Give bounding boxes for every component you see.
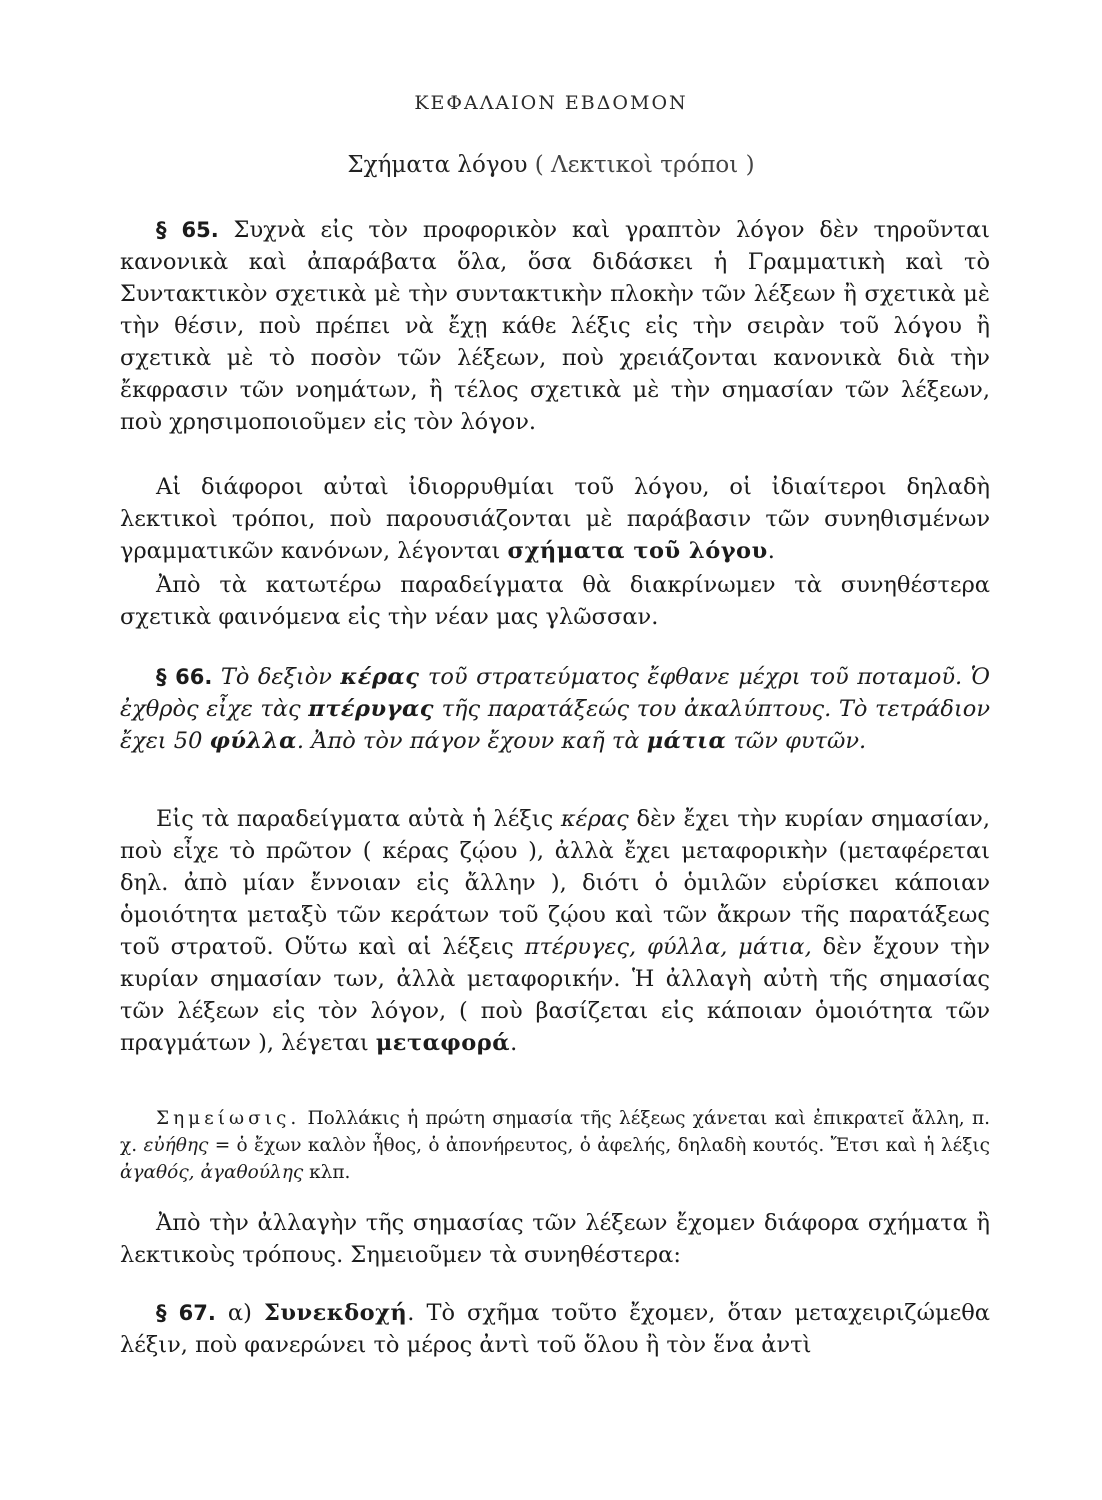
note-label: Σημείωσις.: [156, 1108, 301, 1129]
metafora-text-1: Εἰς τὰ παραδείγματα αὐτὰ ἡ λέξις: [156, 806, 554, 832]
term-synekdochi: Συνεκδοχή: [263, 1300, 408, 1326]
paragraph-examples-intro: [120, 569, 990, 633]
metafora-end: .: [510, 1030, 518, 1056]
title-subtitle: ( Λεκτικοὶ τρόποι ): [534, 152, 755, 178]
example-text-4: . Ἀπὸ τὸν πάγον ἔχουν καῆ τὰ: [296, 728, 640, 754]
note-term-euethis: εὐήθης: [143, 1135, 209, 1156]
metafora-text-2: δὲν ἔχει τὴν κυρίαν σημασίαν, ποὺ εἶχε τὸ πρῶτον ( κέρας ζῴου ), ἀλλὰ ἔχει μεταφορικὴν (μεταφέρεται δηλ. ἀπὸ μίαν ἔννοιαν εἰς ἄλλην ), διότι ὁ ὁμιλῶν εὑρίσκει κάποιαν ὁμοιότητα μεταξὺ τῶν κεράτων τοῦ ζῴου καὶ τῶν ἄκρων τῆς παρατάξεως τοῦ στρατοῦ. Οὕτω καὶ αἱ λέξεις: [120, 806, 991, 960]
paragraph-66: [120, 661, 990, 757]
paragraph-65-text: Συχνὰ εἰς τὸν προφορικὸν καὶ γραπτὸν λόγον δὲν τηροῦνται κανονικὰ καὶ ἀπαράβατα ὅλα, ὅσα διδάσκει ἡ Γραμματικὴ καὶ τὸ Συντακτικὸν σχετικὰ μὲ τὴν συντακτικὴν πλοκὴν τῶν λέξεων ἢ σχετικὰ μὲ τὴν θέσιν, ποὺ πρέπει νὰ ἔχῃ κάθε λέξις εἰς τὴν σειρὰν τοῦ λόγου ἢ σχετικὰ μὲ τὸ ποσὸν τῶν λέξεων, ποὺ χρειάζονται κανονικὰ διὰ τὴν ἔκφρασιν τῶν νοημάτων, ἢ τέλος σχετικὰ μὲ τὴν σημασίαν τῶν λέξεων, ποὺ χρησιμοποιοῦμεν εἰς τὸν λόγον.: [120, 217, 990, 435]
example-text-1: Τὸ δεξιὸν: [220, 664, 332, 690]
paragraph-schemata-end: .: [767, 538, 775, 564]
note-text-3: κλπ.: [309, 1162, 351, 1183]
paragraph-schemata-text: Αἱ διάφοροι αὐταὶ ἰδιορρυθμίαι τοῦ λόγου, οἱ ἰδιαίτεροι δηλαδὴ λεκτικοὶ τρόποι, ποὺ παρουσιάζονται μὲ παράβασιν τῶν συνηθισμένων γραμματικῶν κανόνων, λέγονται: [120, 474, 990, 564]
paragraph-67: [120, 1297, 990, 1361]
example-term-keras: κέρας: [340, 664, 420, 690]
note-term-agathos: ἀγαθός, ἀγαθούλης: [120, 1162, 304, 1183]
example-text-3: τῆς παρατάξεώς του ἀκαλύπτους. Τὸ τετράδιον ἔχει 50: [120, 696, 990, 754]
metafora-terms-list: πτέρυγες, φύλλα, μάτια,: [524, 934, 812, 960]
example-text-5: τῶν φυτῶν.: [733, 728, 867, 754]
paragraph-schemata: [120, 471, 990, 567]
section-number-65: § 65.: [156, 218, 219, 242]
paragraph-67-text: . Τὸ σχῆμα τοῦτο ἔχομεν, ὅταν μεταχειριζώμεθα λέξιν, ποὺ φανερώνει τὸ μέρος ἀντὶ τοῦ ὅλου ἢ τὸν ἕνα ἀντὶ: [120, 1300, 990, 1358]
paragraph-schemata-list-intro: [120, 1207, 990, 1271]
note-text-1: Πολλάκις ἡ πρώτη σημασία τῆς λέξεως χάνεται καὶ ἐπικρατεῖ ἄλλη, π. χ.: [120, 1108, 990, 1156]
section-number-67: § 67.: [156, 1301, 216, 1325]
example-text-2: τοῦ στρατεύματος ἔφθανε μέχρι τοῦ ποταμοῦ. Ὁ ἐχθρὸς εἶχε τὰς: [120, 664, 990, 722]
note-text-2: = ὁ ἔχων καλὸν ἦθος, ὁ ἀπονήρευτος, ὁ ἀφελής, δηλαδὴ κουτός. Ἔτσι καὶ ἡ λέξις: [214, 1135, 990, 1156]
example-term-fylla: φύλλα: [209, 728, 297, 754]
term-metafora: μεταφορά: [375, 1030, 511, 1056]
paragraph-metafora: [120, 803, 990, 1059]
example-term-matia: μάτια: [646, 728, 727, 754]
section-number-66: § 66.: [156, 665, 213, 689]
note-paragraph: [120, 1105, 990, 1186]
paragraph-65: [120, 214, 990, 438]
item-label-a: α): [227, 1300, 252, 1326]
term-schemata-logou: σχήματα τοῦ λόγου: [507, 538, 768, 564]
metafora-text-3: δὲν ἔχουν τὴν κυρίαν σημασίαν των, ἀλλὰ μεταφορικήν. Ἡ ἀλλαγὴ αὐτὴ τῆς σημασίας τῶν λέξεων εἰς τὸν λόγον, ( ποὺ βασίζεται εἰς κάποιαν ὁμοιότητα τῶν πραγμάτων ), λέγεται: [120, 934, 990, 1056]
section-title: [0, 152, 1102, 178]
paragraph-examples-intro-text: Ἀπὸ τὰ κατωτέρω παραδείγματα θὰ διακρίνωμεν τὰ συνηθέστερα σχετικὰ φαινόμενα εἰς τὴν νέαν μας γλῶσσαν.: [120, 572, 990, 630]
title-main: Σχήματα λόγου: [347, 152, 528, 178]
chapter-heading: ΚΕΦΑΛΑΙΟΝ ΕΒΔΟΜΟΝ: [414, 92, 688, 114]
metafora-term-keras: κέρας: [560, 806, 629, 832]
example-term-pterygas: πτέρυγας: [308, 696, 434, 722]
schemata-list-intro-text: Ἀπὸ τὴν ἀλλαγὴν τῆς σημασίας τῶν λέξεων ἔχομεν διάφορα σχήματα ἢ λεκτικοὺς τρόπους. Σημειοῦμεν τὰ συνηθέστερα:: [120, 1210, 990, 1268]
